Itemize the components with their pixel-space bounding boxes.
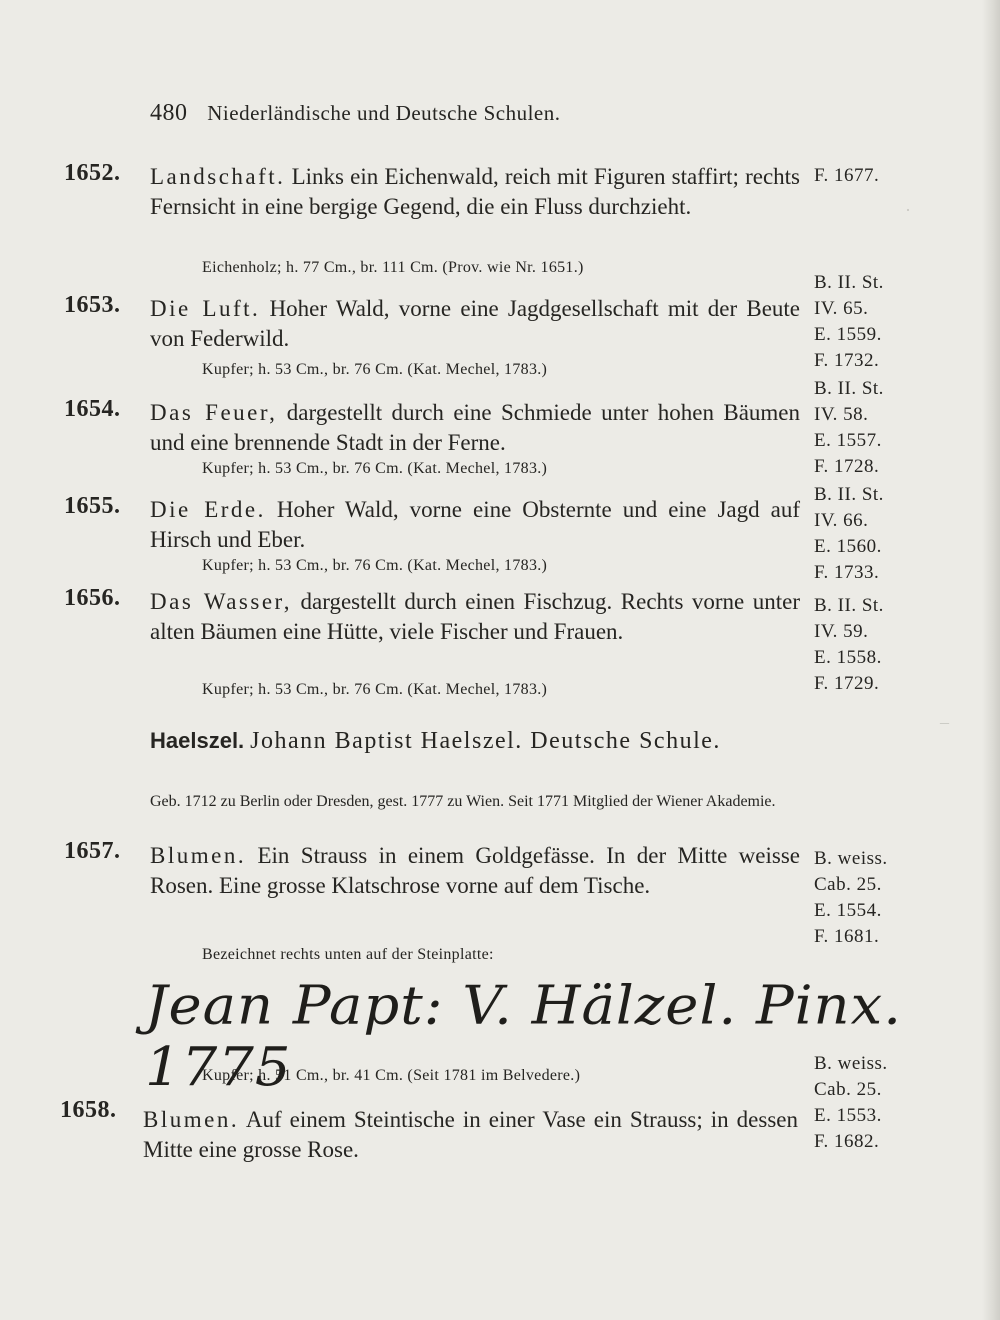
entry-text [150, 841, 800, 901]
ref-line: B. II. St. [814, 595, 884, 616]
page-number: 480 [150, 100, 188, 126]
entry-refs [814, 270, 884, 374]
artist-bio: Geb. 1712 zu Berlin oder Dresden, gest. 1777 zu Wien. Seit 1771 Mitglied der Wiener Akademie. [150, 793, 776, 810]
ref-line: B. weiss. [814, 848, 888, 869]
ref-line: F. 1732. [814, 350, 880, 371]
ref-line: Cab. 25. [814, 874, 882, 895]
entry-number: 1657. [64, 838, 121, 864]
entry-refs [814, 376, 884, 480]
entry-title: Blumen. [150, 843, 247, 868]
entry-number: 1655. [64, 493, 121, 519]
ref-line: IV. 66. [814, 510, 869, 531]
page-header [150, 100, 560, 127]
ref-line: IV. 58. [814, 404, 869, 425]
page-edge [982, 0, 1000, 1320]
entry-refs [814, 482, 884, 586]
entry-note: Kupfer; h. 53 Cm., br. 76 Cm. (Kat. Mechel, 1783.) [202, 361, 548, 378]
ref-line: F. 1682. [814, 1131, 880, 1152]
ref-line: B. weiss. [814, 1053, 888, 1074]
artist-full-name: Johann Baptist Haelszel. Deutsche Schule. [250, 728, 721, 754]
ref-line: E. 1553. [814, 1105, 882, 1126]
artist-heading [150, 726, 800, 756]
entry-description: Ein Strauss in einem Goldgefässe. In der Mitte weisse Rosen. Eine grosse Klatschrose vorne auf dem Tische. [150, 843, 801, 898]
entry-note: Bezeichnet rechts unten auf der Steinplatte: [202, 946, 494, 963]
entry-description: Links ein Eichenwald, reich mit Figuren staffirt; rechts Fernsicht in eine bergige Gegend, die ein Fluss durchzieht. [150, 164, 800, 219]
entry-note: Kupfer; h. 53 Cm., br. 76 Cm. (Kat. Mechel, 1783.) [202, 681, 548, 698]
entry-refs [814, 163, 879, 189]
ref-line: E. 1559. [814, 324, 882, 345]
ref-line: E. 1560. [814, 536, 882, 557]
ref-line: B. II. St. [814, 484, 884, 505]
entry-text [143, 1105, 798, 1165]
entry-number: 1653. [64, 292, 121, 318]
entry-title: Die Luft. [150, 296, 261, 321]
entry-note: Kupfer; h. 53 Cm., br. 76 Cm. (Kat. Mechel, 1783.) [202, 557, 548, 574]
entry-number: 1652. [64, 160, 121, 186]
ref-line: F. 1677. [814, 165, 880, 186]
ref-line: IV. 65. [814, 298, 869, 319]
entry-note: Kupfer; h. 53 Cm., br. 76 Cm. (Kat. Mechel, 1783.) [202, 460, 548, 477]
bleed-through-mark: – [940, 712, 949, 732]
entry-title: Die Erde. [150, 497, 266, 522]
entry-text [150, 398, 800, 458]
ref-line: F. 1733. [814, 562, 880, 583]
ref-line: E. 1558. [814, 647, 882, 668]
entry-description: Auf einem Steintische in einer Vase ein Strauss; in dessen Mitte eine grosse Rose. [143, 1107, 798, 1162]
ref-line: F. 1681. [814, 926, 880, 947]
entry-note: Kupfer; h. 51 Cm., br. 41 Cm. (Seit 1781 im Belvedere.) [202, 1067, 581, 1084]
entry-note: Eichenholz; h. 77 Cm., br. 111 Cm. (Prov. wie Nr. 1651.) [202, 259, 584, 276]
entry-number: 1654. [64, 396, 121, 422]
entry-title: Das Feuer, [150, 400, 278, 425]
ref-line: E. 1554. [814, 900, 882, 921]
ref-line: F. 1729. [814, 673, 880, 694]
entry-text [150, 162, 800, 222]
entry-number: 1658. [60, 1097, 117, 1123]
entry-refs [814, 846, 888, 950]
ref-line: Cab. 25. [814, 1079, 882, 1100]
entry-text [150, 294, 800, 354]
entry-description: Hoher Wald, vorne eine Obsternte und eine Jagd auf Hirsch und Eber. [150, 497, 801, 552]
bleed-through-mark: · [905, 200, 911, 220]
entry-title: Das Wasser, [150, 589, 293, 614]
ref-line: IV. 59. [814, 621, 869, 642]
entry-title: Landschaft. [150, 164, 286, 189]
ref-line: F. 1728. [814, 456, 880, 477]
entry-description: dargestellt durch eine Schmiede unter hohen Bäumen und eine brennende Stadt in der Ferne. [150, 400, 801, 455]
entry-description: dargestellt durch einen Fischzug. Rechts vorne unter alten Bäumen eine Hütte, viele Fischer und Frauen. [150, 589, 800, 644]
entry-description: Hoher Wald, vorne eine Jagdgesellschaft mit der Beute von Federwild. [150, 296, 800, 351]
entry-refs [814, 593, 884, 697]
painter-signature: Jean Papt: V. Hälzel. Pinx. 1775 [145, 975, 902, 1099]
ref-line: B. II. St. [814, 272, 884, 293]
ref-line: E. 1557. [814, 430, 882, 451]
entry-refs [814, 1051, 888, 1155]
entry-text [150, 495, 800, 555]
entry-number: 1656. [64, 585, 121, 611]
running-title: Niederländische und Deutsche Schulen. [207, 101, 561, 125]
artist-name: Haelszel. [150, 728, 245, 753]
entry-text [150, 587, 800, 647]
ref-line: B. II. St. [814, 378, 884, 399]
entry-title: Blumen. [143, 1107, 240, 1132]
